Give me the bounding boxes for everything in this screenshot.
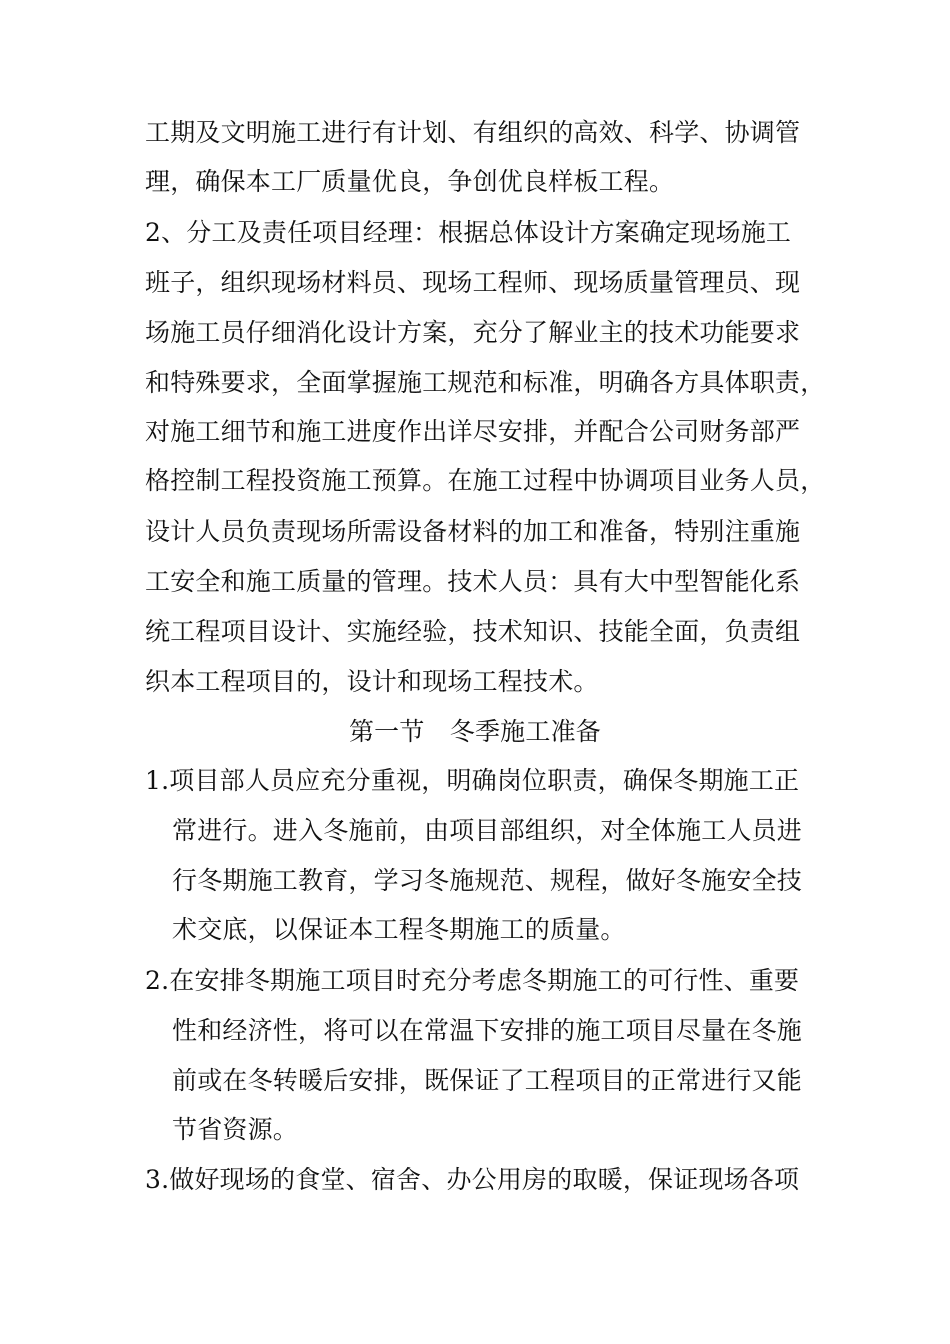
paragraph-line: 格控制工程投资施工预算。在施工过程中协调项目业务人员， — [145, 466, 826, 495]
list-item-line: 2.在安排冬期施工项目时充分考虑冬期施工的可行性、重要 — [145, 966, 800, 995]
paragraph-line: 场施工员仔细消化设计方案，充分了解业主的技术功能要求 — [145, 318, 801, 347]
paragraph-line: 统工程项目设计、实施经验，技术知识、技能全面，负责组 — [145, 617, 801, 646]
list-item-line: 性和经济性，将可以在常温下安排的施工项目尽量在冬施 — [172, 1016, 803, 1045]
list-item-line: 常进行。进入冬施前，由项目部组织，对全体施工人员进 — [172, 816, 803, 845]
paragraph-line: 2、分工及责任项目经理：根据总体设计方案确定现场施工 — [145, 218, 792, 247]
paragraph-line: 工期及文明施工进行有计划、有组织的高效、科学、协调管 — [145, 118, 801, 147]
paragraph-line: 理，确保本工厂质量优良，争创优良样板工程。 — [145, 167, 675, 196]
paragraph-line: 对施工细节和施工进度作出详尽安排，并配合公司财务部严 — [145, 417, 801, 446]
list-item-line: 术交底，以保证本工程冬期施工的质量。 — [172, 915, 626, 944]
list-item-line: 节省资源。 — [172, 1115, 299, 1144]
paragraph-line: 织本工程项目的，设计和现场工程技术。 — [145, 667, 599, 696]
list-item-line: 行冬期施工教育，学习冬施规范、规程，做好冬施安全技 — [172, 866, 803, 895]
section-heading: 第一节 冬季施工准备 — [348, 717, 601, 746]
paragraph-line: 设计人员负责现场所需设备材料的加工和准备，特别注重施 — [145, 517, 801, 546]
paragraph-line: 和特殊要求，全面掌握施工规范和标准，明确各方具体职责， — [145, 368, 826, 397]
paragraph-line: 班子，组织现场材料员、现场工程师、现场质量管理员、现 — [145, 268, 801, 297]
paragraph-line: 工安全和施工质量的管理。技术人员：具有大中型智能化系 — [145, 567, 801, 596]
list-item-line: 3.做好现场的食堂、宿舍、办公用房的取暖，保证现场各项 — [145, 1165, 800, 1194]
list-item-line: 1.项目部人员应充分重视，明确岗位职责，确保冬期施工正 — [145, 766, 800, 795]
list-item-line: 前或在冬转暖后安排，既保证了工程项目的正常进行又能 — [172, 1066, 803, 1095]
